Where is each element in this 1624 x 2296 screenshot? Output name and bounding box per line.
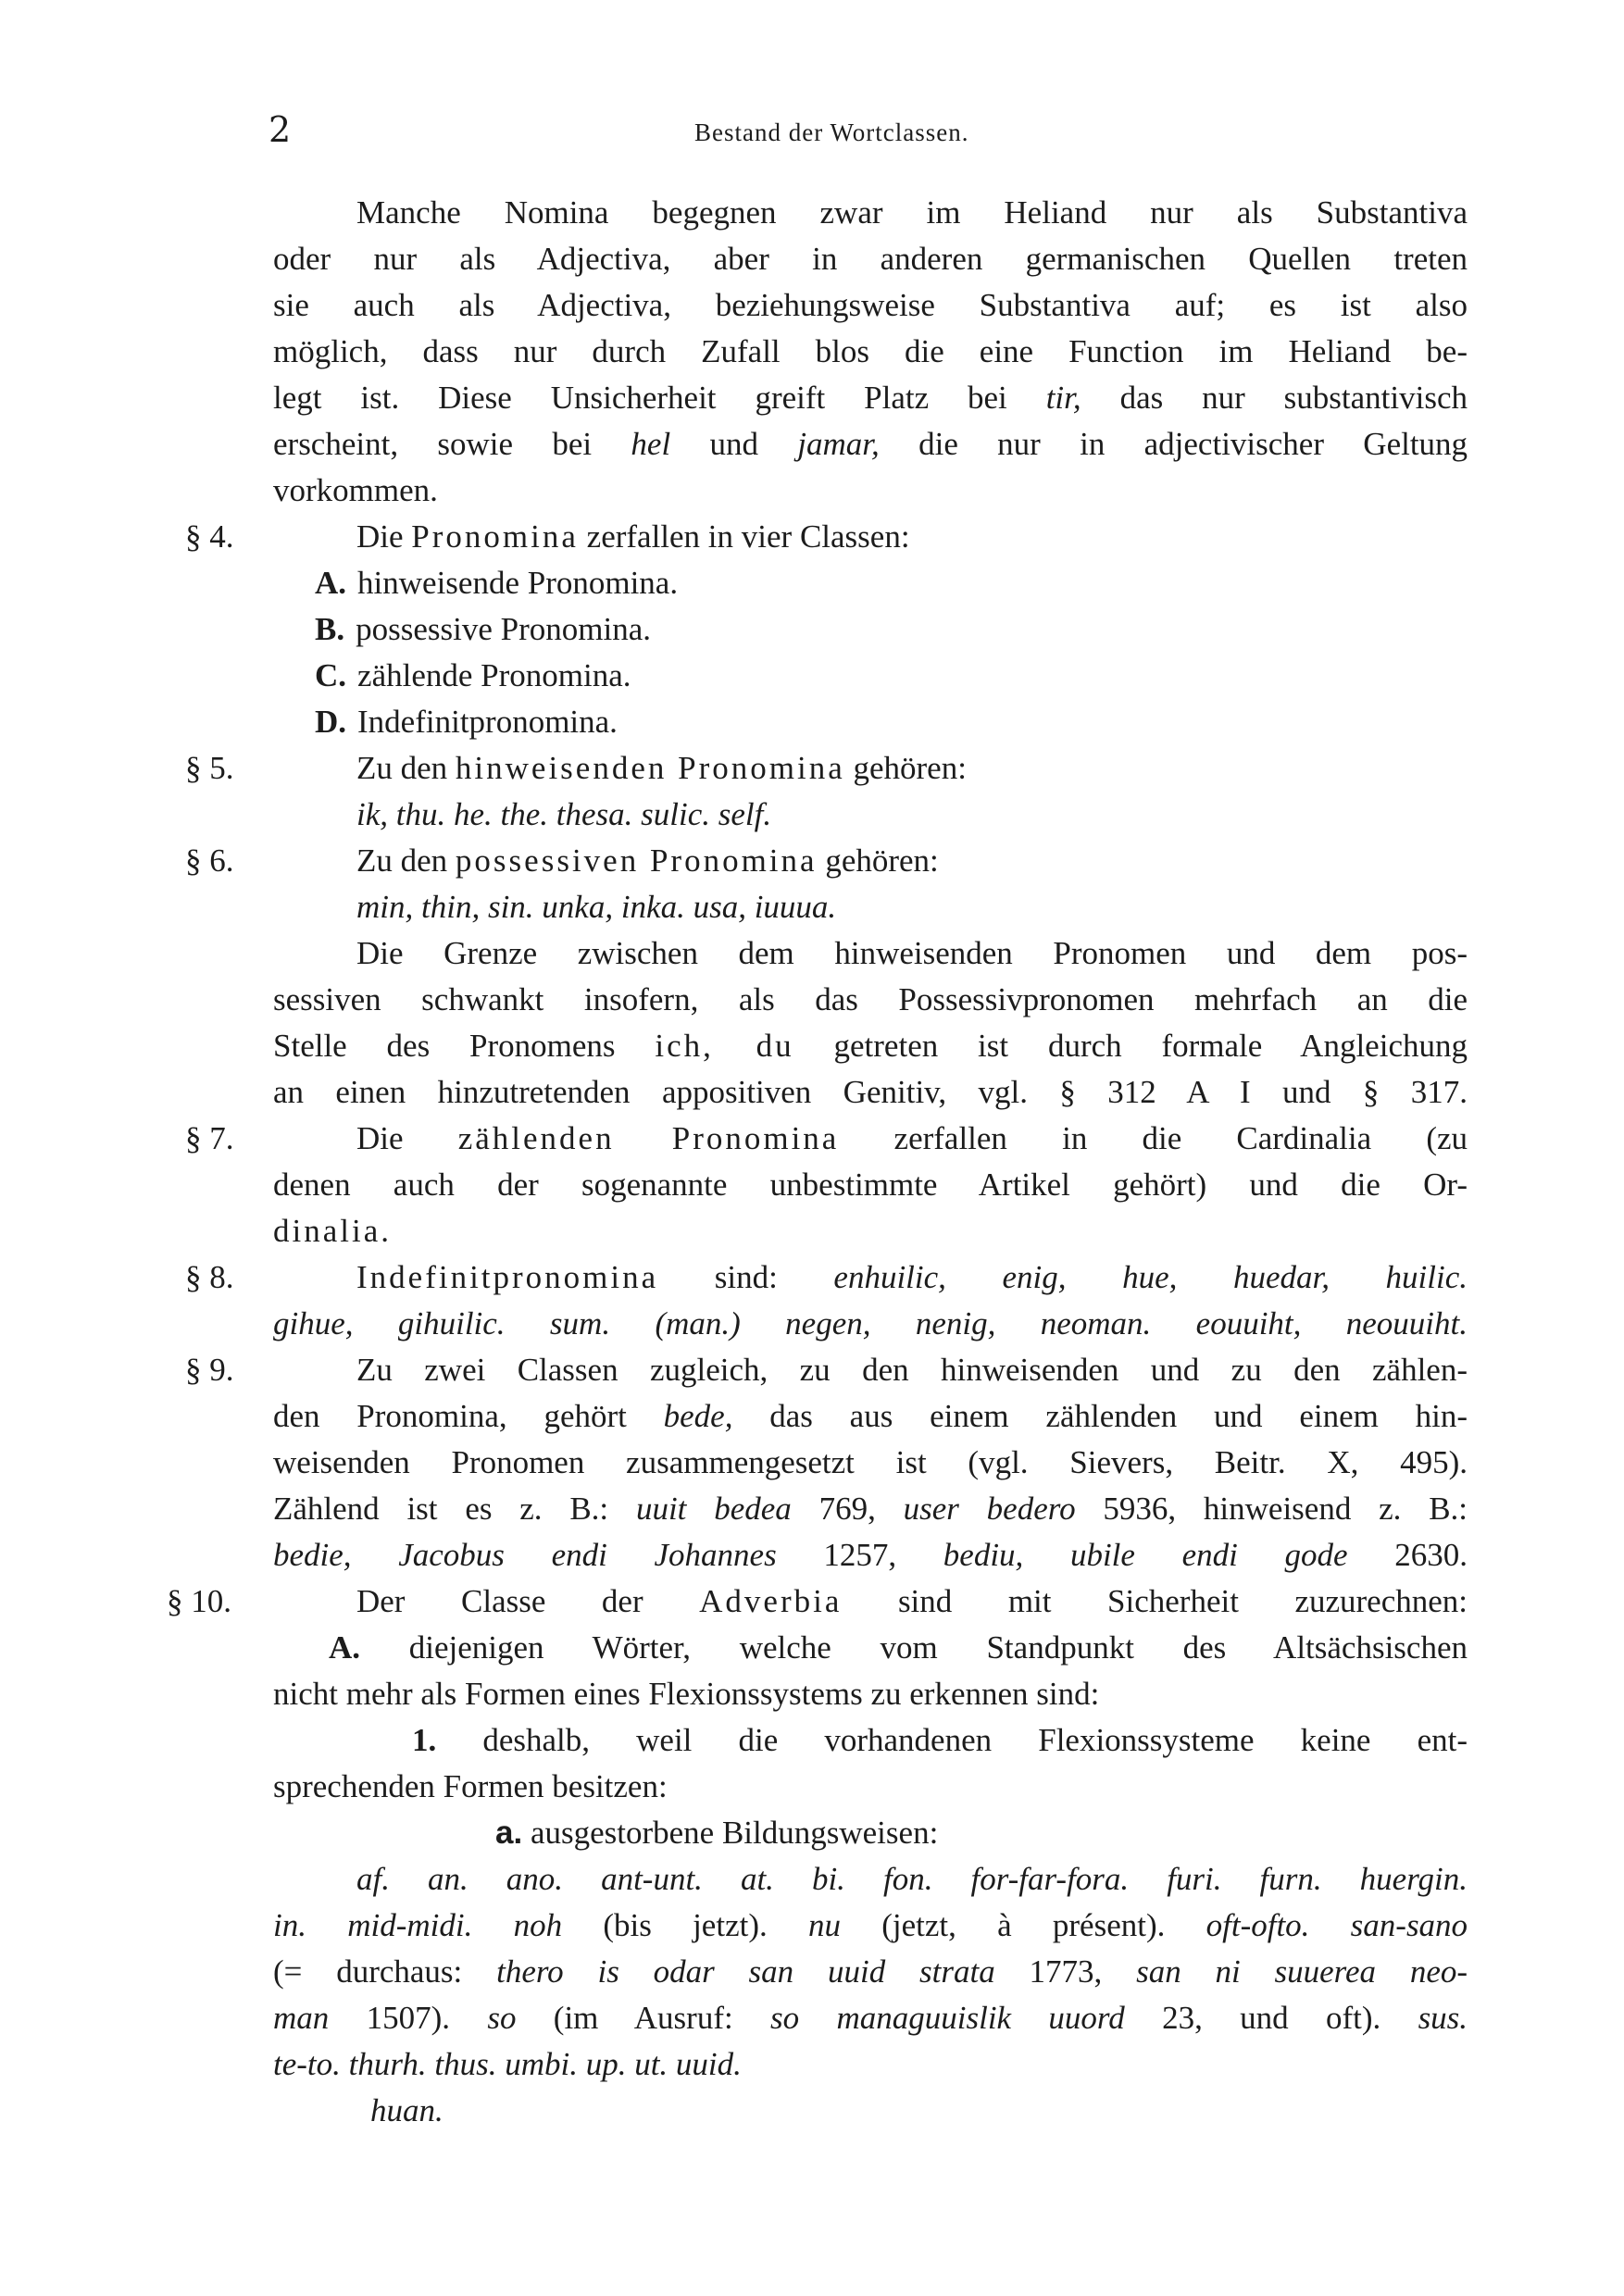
s7-spaced-term: zählenden Pronomina bbox=[457, 1120, 840, 1156]
s9-example: bediu, ubile endi gode bbox=[943, 1537, 1348, 1573]
s6-para-line-4: an einen hinzutretenden appositiven Genitiv, vgl. § 312 A I und § 317. bbox=[273, 1074, 1468, 1110]
s10-gloss: (bis jetzt). bbox=[603, 1907, 768, 1943]
s8-word-list-2: gihue, gihuilic. sum. (man.) negen, nenig, neoman. eouuiht, neouuiht. bbox=[273, 1305, 1468, 1341]
intro-line-5 bbox=[273, 375, 1468, 421]
s9-ref: 769, bbox=[818, 1491, 876, 1527]
s10-ref: 1773, bbox=[1029, 1953, 1103, 1990]
item-text: Indefinitpronomina. bbox=[357, 704, 618, 740]
s9-example: uuit bedea bbox=[635, 1491, 792, 1527]
s10-word: nu bbox=[807, 1907, 841, 1943]
s10-pre: Der Classe der bbox=[356, 1583, 643, 1619]
s10-word: huan. bbox=[370, 2092, 443, 2128]
item-text: hinweisende Pronomina. bbox=[357, 565, 679, 601]
item-mark: A. bbox=[315, 565, 347, 601]
section-number-7: § 7. bbox=[185, 1120, 234, 1156]
s7-line-2: denen auch der sogenannte unbestimmte Artikel gehört) und die Or- bbox=[273, 1167, 1468, 1203]
s6-words bbox=[356, 884, 1468, 930]
s6-para-line-1: Die Grenze zwischen dem hinweisenden Pronomen und dem pos- bbox=[356, 935, 1468, 971]
s9-line-2 bbox=[273, 1393, 1468, 1440]
intro-line-3: sie auch als Adjectiva, beziehungsweise Substantiva auf; es ist also bbox=[273, 287, 1468, 323]
s4-item-a bbox=[315, 560, 678, 606]
s10-mark-1: 1. bbox=[412, 1722, 437, 1758]
word-hel: hel bbox=[631, 426, 671, 462]
intro-text: legt ist. Diese Unsicherheit greift Platz bei bbox=[273, 380, 1007, 416]
s9-ref: 2630. bbox=[1394, 1537, 1468, 1573]
s10-a2-line bbox=[495, 1810, 938, 1856]
section-number-5: § 5. bbox=[185, 750, 234, 786]
s9-text: das aus einem zählenden und einem hin- bbox=[769, 1398, 1468, 1434]
s6-spaced-term: ich, du bbox=[655, 1028, 794, 1064]
s10-example: man bbox=[273, 2000, 330, 2036]
s10-1-line-2: sprechenden Formen besitzen: bbox=[273, 1768, 668, 1804]
s6-text: getreten ist durch formale Angleichung bbox=[833, 1028, 1468, 1064]
s10-word: sus. bbox=[1418, 2000, 1468, 2036]
s4-spaced-term: Pronomina bbox=[411, 518, 579, 555]
s6-spaced-term: possessiven Pronomina bbox=[455, 842, 818, 879]
item-text: possessive Pronomina. bbox=[356, 611, 651, 647]
s10-word-list: in. mid-midi. noh bbox=[273, 1907, 563, 1943]
s10-example: san ni suuerea neo- bbox=[1136, 1953, 1468, 1990]
s8-line-2 bbox=[273, 1301, 1468, 1347]
s10-heading bbox=[356, 1578, 1468, 1625]
s10-words-line-1 bbox=[356, 1856, 1468, 1903]
intro-line-6 bbox=[273, 421, 1468, 468]
section-number-4: § 4. bbox=[185, 518, 234, 555]
s5-post: gehören: bbox=[853, 750, 967, 786]
s10-gloss: (= durchaus: bbox=[273, 1953, 463, 1990]
s8-spaced-term: Indefinitpronomina bbox=[356, 1259, 659, 1295]
section-number-10: § 10. bbox=[167, 1583, 231, 1619]
s10-text: ausgestorbene Bildungsweisen: bbox=[530, 1815, 939, 1851]
s4-heading bbox=[356, 514, 1468, 560]
s10-words-line-4 bbox=[273, 1995, 1468, 2041]
intro-text: das nur substantivisch bbox=[1119, 380, 1468, 416]
s4-pre: Die bbox=[356, 518, 404, 555]
intro-text: die nur in adjectivischer Geltung bbox=[918, 426, 1468, 462]
s9-text: 5936, hinweisend z. B.: bbox=[1103, 1491, 1468, 1527]
page-header bbox=[269, 109, 1463, 161]
s10-post: sind mit Sicherheit zuzurechnen: bbox=[897, 1583, 1468, 1619]
s10-word-list: te-to. thurh. thus. umbi. up. ut. uuid. bbox=[273, 2046, 742, 2082]
s9-line-4 bbox=[273, 1486, 1468, 1532]
s4-item-c bbox=[315, 653, 631, 699]
section-number-8: § 8. bbox=[185, 1259, 234, 1295]
s10-spaced-term: Adverbia bbox=[699, 1583, 843, 1619]
intro-text: erscheint, sowie bei bbox=[273, 426, 593, 462]
item-text: zählende Pronomina. bbox=[357, 657, 631, 693]
intro-line-7: vorkommen. bbox=[273, 472, 438, 508]
item-mark: C. bbox=[315, 657, 347, 693]
s9-ref: 1257, bbox=[823, 1537, 897, 1573]
s4-item-d bbox=[315, 699, 618, 745]
s6-word-list: min, thin, sin. unka, inka. usa, iuuua. bbox=[356, 889, 837, 925]
s5-heading bbox=[356, 745, 1468, 792]
s9-line-5 bbox=[273, 1532, 1468, 1578]
s10-1-line-1 bbox=[412, 1717, 1468, 1764]
intro-line-2: oder nur als Adjectiva, aber in anderen germanischen Quellen treten bbox=[273, 241, 1468, 277]
s9-text: Zählend ist es z. B.: bbox=[273, 1491, 609, 1527]
s10-word-list: af. an. ano. ant-unt. at. bi. fon. for-far-fora. furi. furn. huergin. bbox=[356, 1861, 1468, 1897]
intro-text: und bbox=[709, 426, 758, 462]
s9-example: bedie, Jacobus endi Johannes bbox=[273, 1537, 777, 1573]
s9-text: den Pronomina, gehört bbox=[273, 1398, 627, 1434]
word-tir: tir, bbox=[1045, 380, 1081, 416]
s5-spaced-term: hinweisenden Pronomina bbox=[455, 750, 845, 786]
s8-heading bbox=[356, 1254, 1468, 1301]
word-jamar: jamar, bbox=[797, 426, 880, 462]
s10-ref: 1507). bbox=[366, 2000, 451, 2036]
s5-word-list: ik, thu. he. the. thesa. sulic. self. bbox=[356, 796, 772, 832]
s7-line-3: dinalia. bbox=[273, 1213, 392, 1249]
s6-para-line-3 bbox=[273, 1023, 1468, 1069]
s6-para-line-2: sessiven schwankt insofern, als das Possessivpronomen mehrfach an die bbox=[273, 981, 1468, 1017]
s10-word: so bbox=[487, 2000, 517, 2036]
s7-post: zerfallen in die Cardinalia (zu bbox=[893, 1120, 1468, 1156]
s9-line-3: weisenden Pronomen zusammengesetzt ist (vgl. Sievers, Beitr. X, 495). bbox=[273, 1444, 1468, 1480]
s10-gloss: (im Ausruf: bbox=[553, 2000, 733, 2036]
s5-pre: Zu den bbox=[356, 750, 448, 786]
s9-line-1: Zu zwei Classen zugleich, zu den hinweisenden und zu den zählen- bbox=[356, 1352, 1468, 1388]
s5-words bbox=[356, 792, 1468, 838]
s6-text: Stelle des Pronomens bbox=[273, 1028, 616, 1064]
s8-word-list-1: enhuilic, enig, hue, huedar, huilic. bbox=[833, 1259, 1468, 1295]
s10-mark-a2: a. bbox=[495, 1815, 523, 1851]
section-number-9: § 9. bbox=[185, 1352, 234, 1388]
s10-words-line-3 bbox=[273, 1949, 1468, 1995]
s8-post: sind: bbox=[714, 1259, 778, 1295]
s7-heading bbox=[356, 1116, 1468, 1162]
s9-example: user bedero bbox=[903, 1491, 1076, 1527]
s10-words-line-5 bbox=[273, 2041, 1468, 2088]
intro-line-4: möglich, dass nur durch Zufall blos die eine Function im Heliand be- bbox=[273, 333, 1468, 369]
item-mark: B. bbox=[315, 611, 345, 647]
s10-example: thero is odar san uuid strata bbox=[496, 1953, 995, 1990]
section-number-6: § 6. bbox=[185, 842, 234, 879]
s10-mark-a: A. bbox=[329, 1629, 361, 1666]
s10-example: so managuuislik uuord bbox=[770, 2000, 1125, 2036]
s4-post: zerfallen in vier Classen: bbox=[586, 518, 910, 555]
s4-item-b bbox=[315, 606, 651, 653]
s6-post: gehören: bbox=[825, 842, 939, 879]
s6-heading bbox=[356, 838, 1468, 884]
s10-word: oft-ofto. san-sano bbox=[1206, 1907, 1468, 1943]
s10-words-line-2 bbox=[273, 1903, 1468, 1949]
running-title: Bestand der Wortclassen. bbox=[694, 119, 969, 146]
s10-words-line-6 bbox=[370, 2088, 443, 2134]
s10-a-line-1 bbox=[329, 1625, 1468, 1671]
s7-pre: Die bbox=[356, 1120, 404, 1156]
s10-ref: 23, und oft). bbox=[1162, 2000, 1381, 2036]
s10-text: deshalb, weil die vorhandenen Flexionssysteme keine ent- bbox=[482, 1722, 1468, 1758]
word-bede: bede, bbox=[663, 1398, 733, 1434]
s10-a-line-2: nicht mehr als Formen eines Flexionssystems zu erkennen sind: bbox=[273, 1676, 1100, 1712]
item-mark: D. bbox=[315, 704, 347, 740]
s6-pre: Zu den bbox=[356, 842, 448, 879]
s10-text: diejenigen Wörter, welche vom Standpunkt des Altsächsischen bbox=[408, 1629, 1468, 1666]
s10-gloss: (jetzt, à présent). bbox=[881, 1907, 1166, 1943]
intro-line-1: Manche Nomina begegnen zwar im Heliand nur als Substantiva bbox=[356, 194, 1468, 231]
page-number: 2 bbox=[269, 109, 292, 150]
